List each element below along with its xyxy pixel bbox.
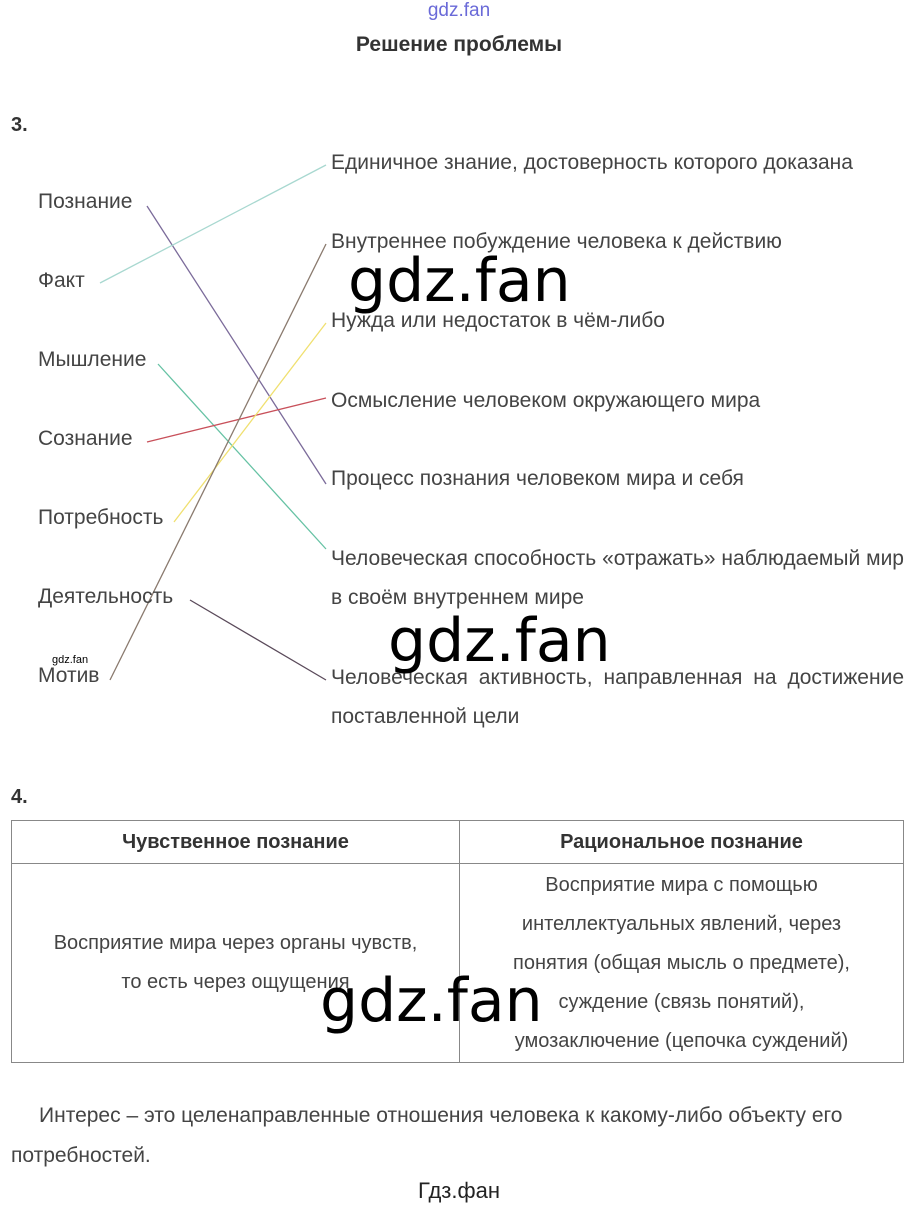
rational-line-5: умозаключение (цепочка суждений) (514, 1029, 849, 1052)
sensory-line-1: Восприятие мира через органы чувств, (53, 932, 418, 954)
term-poznanie: Познание (38, 190, 133, 213)
watermark-large-3: gdz.fan (320, 966, 543, 1036)
rational-line-3: понятия (общая мысль о предмете), (513, 951, 850, 974)
watermark-large-2: gdz.fan (388, 606, 611, 676)
term-soznanie: Сознание (38, 427, 133, 450)
match-line-potrebnost (174, 323, 326, 522)
task-4-number: 4. (11, 786, 28, 808)
interest-definition: Интерес – это целенаправленные отношения человека к какому-либо объекту его потребностей. (11, 1104, 843, 1167)
match-line-soznanie (147, 398, 326, 442)
table-header-row (12, 821, 904, 864)
watermark-large-1: gdz.fan (348, 246, 571, 316)
term-potrebnost: Потребность (38, 506, 164, 529)
definition-1: Единичное знание, достоверность которого доказана (331, 151, 853, 174)
footer-watermark: Гдз.фан (418, 1178, 500, 1203)
definition-6: Человеческая способность «отражать» наблюдаемый мир в своём внутреннем мире (331, 547, 904, 609)
match-line-fakt (100, 165, 326, 283)
rational-line-2: интеллектуальных явлений, через (521, 912, 842, 935)
task-3-number: 3. (11, 114, 28, 136)
term-deyatelnost: Деятельность (38, 585, 174, 608)
definition-5: Процесс познания человеком мира и себя (331, 467, 744, 490)
page-title: Решение проблемы (355, 33, 563, 56)
header-rational: Рациональное познание (460, 821, 904, 864)
term-fakt: Факт (38, 269, 85, 292)
definition-2: Внутреннее побуждение человека к действию (331, 230, 782, 253)
definition-4: Осмысление человеком окружающего мира (331, 389, 761, 412)
watermark-top: gdz.fan (427, 0, 491, 21)
rational-line-1: Восприятие мира с помощью (545, 873, 818, 896)
sensory-line-2: то есть через ощущения (121, 971, 350, 993)
definition-3: Нужда или недостаток в чём-либо (331, 309, 665, 332)
match-line-deyatelnost (190, 600, 326, 680)
definition-7: Человеческая активность, направленная на достижение поставленной цели (331, 666, 904, 728)
match-line-poznanie (147, 206, 326, 484)
header-sensory: Чувственное познание (12, 821, 460, 864)
match-line-myshlenie (158, 364, 326, 549)
match-line-motiv (110, 244, 326, 680)
term-myshlenie: Мышление (38, 348, 147, 371)
rational-line-4: суждение (связь понятий), (558, 990, 805, 1013)
watermark-small: gdz.fan (52, 654, 89, 666)
term-motiv: Мотив (38, 664, 100, 687)
